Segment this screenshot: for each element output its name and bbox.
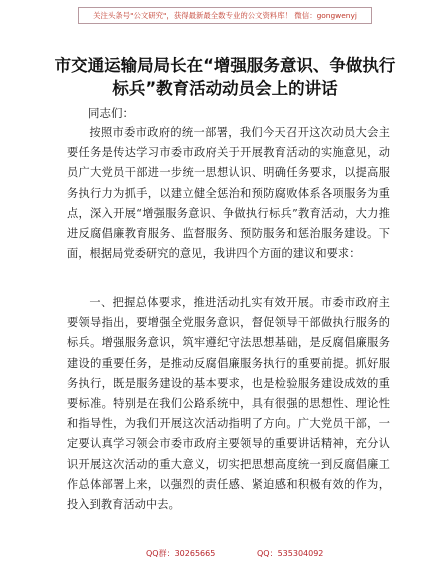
paragraph-intro: 按照市委市政府的统一部署，我们今天召开这次动员大会主要任务是传达学习市委市政府关于开展教育活动的实施意见，动员广大党员干部进一步统一思想认识、明确任务要求，以提高服务执行力为抓手，以建立健全惩治和预防腐败体系各项服务为重点，深入开展“增强服务意识、争做执行标兵”教育活动，大力推进反腐倡廉教育服务、监督服务、预防服务和惩治服务建设。下面，根据局党委研究的意见，我讲四个方面的建议和要求： bbox=[67, 126, 390, 261]
header-banner: 关注头条号"公文研究"，获得最新最全数专业的公文资料库！ 微信：gongwenyj bbox=[78, 7, 372, 24]
footer-qq-contact: QQ：535304092 bbox=[257, 549, 324, 558]
footer bbox=[0, 548, 448, 562]
salutation: 同志们： bbox=[88, 106, 134, 120]
paragraph-section-one: 一、把握总体要求，推进活动扎实有效开展。市委市政府主要领导指出，要增强全党服务意识，督促领导干部做执行服务的标兵。增强服务意识，筑牢遵纪守法思想基础，是反腐倡廉服务建设的重要任务，是推动反腐倡廉服务执行的重要前提。抓好服务执行，既是服务建设的基本要求，也是检验服务建设成效的重要标准。特别是在我们公路系统中，具有很强的思想性、理论性和指导性，为我们开展这次活动指明了方向。广大党员干部，一定要认真学习领会市委市政府主要领导的重要讲话精神，充分认识开展这次活动的重大意义，切实把思想高度统一到反腐倡廉工作总体部署上来，以强烈的责任感、紧迫感和积极有效的作为，投入到教育活动中去。 bbox=[67, 296, 390, 512]
document-title: 市交通运输局局长在“增强服务意识、争做执行标兵”教育活动动员会上的讲话 bbox=[54, 56, 396, 98]
footer-qq-group: QQ群：30265665 bbox=[146, 549, 216, 558]
